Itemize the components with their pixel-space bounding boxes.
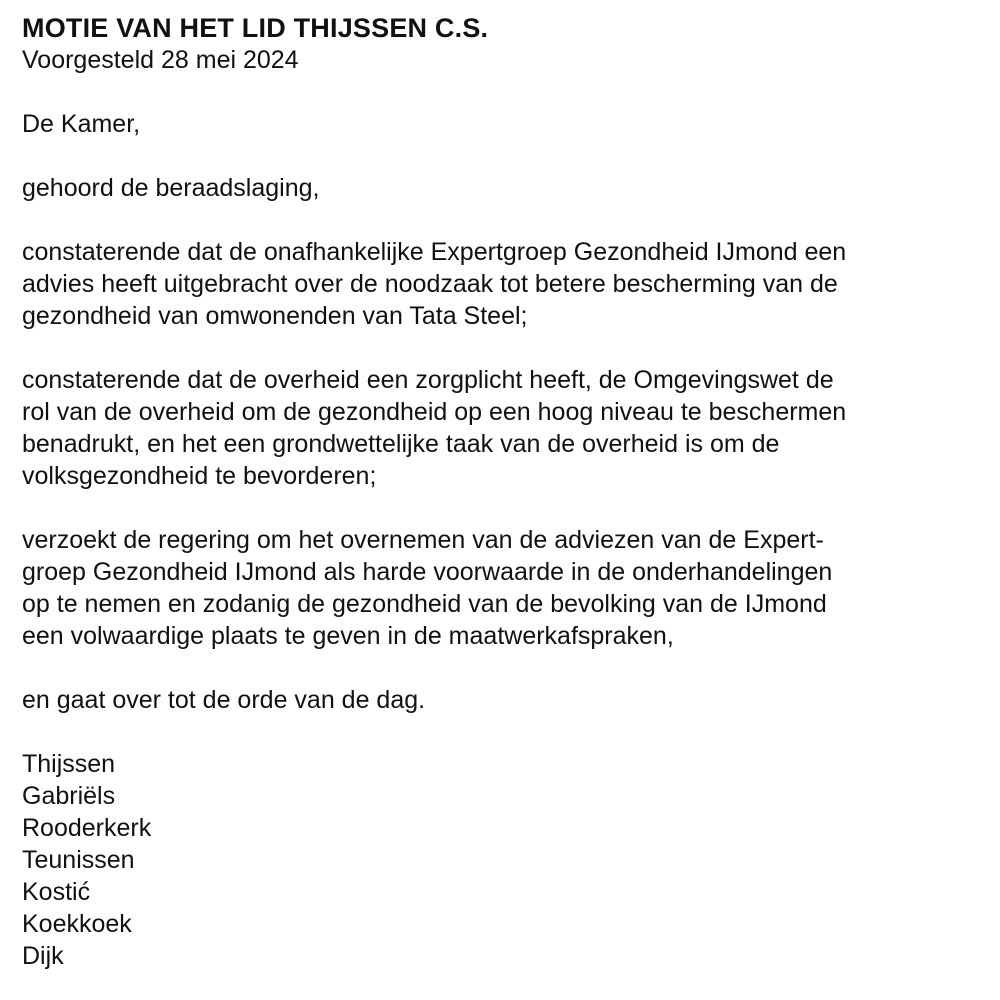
paragraph-2 bbox=[22, 364, 992, 492]
paragraph-line: advies heeft uitgebracht over de noodzaak tot betere bescherming van de bbox=[22, 270, 838, 298]
paragraph-line: verzoekt de regering om het overnemen van de adviezen van de Expert- bbox=[22, 526, 824, 554]
signer-list bbox=[22, 748, 992, 972]
signer-name: Koekkoek bbox=[22, 910, 132, 938]
paragraph-line: gezondheid van omwonenden van Tata Steel; bbox=[22, 302, 528, 330]
paragraph-line: rol van de overheid om de gezondheid op een hoog niveau te beschermen bbox=[22, 398, 847, 426]
signer-name: Kostić bbox=[22, 878, 91, 906]
paragraph-line: groep Gezondheid IJmond als harde voorwaarde in de onderhandelingen bbox=[22, 558, 833, 586]
paragraph-line: op te nemen en zodanig de gezondheid van de bevolking van de IJmond bbox=[22, 590, 827, 618]
motion-document bbox=[22, 12, 992, 972]
paragraph-line: een volwaardige plaats te geven in de maatwerkafspraken, bbox=[22, 622, 674, 650]
paragraph-line: constaterende dat de overheid een zorgplicht heeft, de Omgevingswet de bbox=[22, 366, 834, 394]
intro-line: gehoord de beraadslaging, bbox=[22, 174, 320, 202]
document-date: Voorgesteld 28 mei 2024 bbox=[22, 46, 299, 74]
paragraph-line: volksgezondheid te bevorderen; bbox=[22, 462, 377, 490]
signer-name: Thijssen bbox=[22, 750, 116, 778]
signer-name: Teunissen bbox=[22, 846, 135, 874]
paragraph-line: constaterende dat de onafhankelijke Expertgroep Gezondheid IJmond een bbox=[22, 238, 847, 266]
signer-name: Rooderkerk bbox=[22, 814, 152, 842]
paragraph-3 bbox=[22, 524, 992, 652]
paragraph-line: benadrukt, en het een grondwettelijke taak van de overheid is om de bbox=[22, 430, 780, 458]
paragraph-1 bbox=[22, 236, 992, 332]
signer-name: Gabriëls bbox=[22, 782, 116, 810]
salutation: De Kamer, bbox=[22, 110, 141, 138]
signer-name: Dijk bbox=[22, 942, 64, 970]
document-title: MOTIE VAN HET LID THIJSSEN C.S. bbox=[22, 13, 489, 43]
closing-line: en gaat over tot de orde van de dag. bbox=[22, 686, 426, 714]
